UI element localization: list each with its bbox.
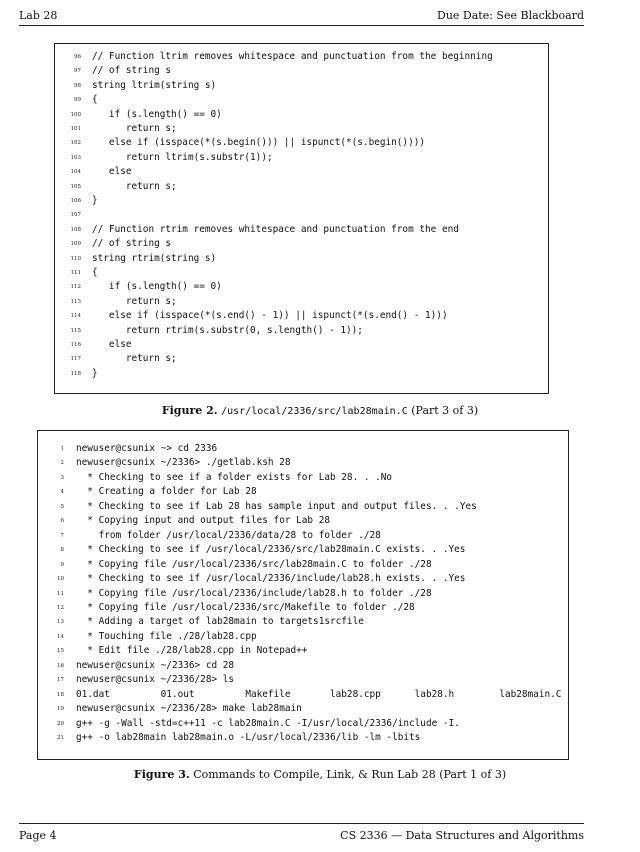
page-header: [19, 7, 584, 26]
line-number: 110: [70, 255, 81, 262]
line-number: 21: [57, 735, 64, 741]
line-number: 15: [57, 648, 64, 655]
code-line: [38, 644, 568, 658]
code-text: else if (isspace(*(s.begin())) || ispunct(*(s.begin()))): [92, 137, 426, 149]
line-number: 17: [57, 677, 64, 684]
code-line: [38, 702, 568, 716]
line-number: 108: [70, 226, 81, 233]
code-line: [38, 514, 568, 528]
code-line: [55, 108, 548, 122]
line-number: 115: [70, 327, 81, 334]
code-text: {: [92, 94, 98, 106]
code-text: return rtrim(s.substr(0, s.length() - 1));: [92, 324, 363, 336]
code-line: [38, 485, 568, 499]
line-number: 11: [57, 590, 64, 597]
code-line: [55, 64, 548, 78]
line-number: 112: [70, 284, 81, 291]
code-line: [55, 194, 548, 208]
code-line: [38, 630, 568, 644]
line-number: 19: [57, 706, 64, 713]
code-line: [55, 151, 548, 165]
code-text: * Copying file /usr/local/2336/src/Makefile to folder ./28: [76, 601, 415, 613]
code-text: {: [92, 267, 98, 278]
line-number: 102: [70, 140, 81, 147]
code-text: newuser@csunix ~/2336> ./getlab.ksh 28: [76, 457, 291, 469]
footer-course-title: CS 2336 — Data Structures and Algorithms: [340, 829, 584, 842]
code-text: * Adding a target of lab28main to targets1srcfile: [76, 616, 364, 628]
line-number: 1: [60, 446, 64, 452]
line-number: 96: [74, 54, 81, 60]
code-text: g++ -o lab28main lab28main.o -L/usr/local/2336/lib -lm -lbits: [76, 732, 421, 743]
code-line: [55, 180, 548, 194]
code-line: [38, 601, 568, 615]
code-text: // Function rtrim removes whitespace and punctuation from the end: [92, 223, 459, 235]
line-number: 111: [70, 270, 81, 276]
line-number: 98: [74, 82, 81, 89]
line-number: 113: [70, 298, 81, 305]
code-text: g++ -g -Wall -std=c++11 -c lab28main.C -I/usr/local/2336/include -I.: [76, 717, 460, 729]
line-number: 100: [70, 111, 81, 118]
code-line: [55, 324, 548, 338]
code-line: [38, 558, 568, 572]
line-number: 117: [70, 356, 81, 363]
code-line: [38, 529, 568, 543]
line-number: 5: [60, 503, 64, 510]
code-line: [55, 252, 548, 266]
code-text: 01.dat 01.out Makefile lab28.cpp lab28.h lab28main.C: [76, 688, 562, 700]
line-number: 104: [70, 169, 81, 176]
code-line: [38, 543, 568, 557]
code-line: [55, 136, 548, 150]
code-text: // of string s: [92, 65, 172, 77]
code-text: * Copying file /usr/local/2336/src/lab28main.C to folder ./28: [76, 558, 432, 570]
line-number: 18: [57, 691, 64, 698]
code-line: [38, 471, 568, 485]
code-line: [55, 309, 548, 323]
code-text: * Edit file ./28/lab28.cpp in Notepad++: [76, 645, 308, 657]
line-number: 101: [70, 126, 81, 132]
header-lab-title: Lab 28: [19, 9, 58, 22]
code-text: * Checking to see if /usr/local/2336/src/lab28main.C exists. . .Yes: [76, 544, 466, 556]
code-line: [38, 500, 568, 514]
code-text: return s;: [92, 353, 177, 365]
line-number: 16: [57, 662, 64, 669]
code-text: return s;: [92, 180, 177, 192]
code-text: if (s.length() == 0): [92, 108, 222, 120]
line-number: 20: [57, 720, 64, 727]
line-number: 12: [57, 604, 64, 611]
figure-2-caption: [0, 404, 640, 419]
figure-2-caption-suffix: (Part 3 of 3): [411, 404, 479, 417]
figure-2-code-listing: [54, 43, 549, 394]
code-text: * Checking to see if a folder exists for Lab 28. . .No: [76, 471, 393, 483]
code-line: [38, 456, 568, 470]
code-line: [55, 122, 548, 136]
code-text: // of string s: [92, 238, 172, 250]
line-number: 13: [57, 619, 64, 626]
code-line: [55, 50, 548, 64]
code-line: [55, 165, 548, 179]
line-number: 3: [60, 474, 64, 481]
code-text: string rtrim(string s): [92, 252, 217, 264]
code-line: [38, 688, 568, 702]
line-number: 106: [70, 198, 81, 204]
line-number: 6: [60, 518, 64, 525]
code-text: from folder /usr/local/2336/data/28 to folder ./28: [76, 529, 381, 541]
line-number: 118: [70, 370, 81, 377]
line-number: 107: [70, 212, 81, 219]
code-text: }: [92, 367, 98, 379]
line-number: 99: [74, 97, 81, 104]
code-text: return s;: [92, 295, 177, 307]
code-line: [55, 367, 548, 381]
line-number: 7: [60, 532, 64, 539]
code-line: [55, 237, 548, 251]
code-line: [38, 615, 568, 629]
figure-3-terminal-listing: [37, 430, 569, 760]
figure-3-caption-text: Commands to Compile, Link, & Run Lab 28 (Part 1 of 3): [193, 768, 507, 781]
code-line: [38, 587, 568, 601]
code-text: * Creating a folder for Lab 28: [76, 486, 257, 498]
code-text: // Function ltrim removes whitespace and punctuation from the beginning: [92, 51, 493, 62]
code-text: * Touching file ./28/lab28.cpp: [76, 630, 257, 642]
code-line: [55, 295, 548, 309]
code-line: [38, 442, 568, 456]
code-line: [55, 266, 548, 280]
code-text: if (s.length() == 0): [92, 281, 222, 293]
code-line: [55, 79, 548, 93]
figure-3-caption: [0, 768, 640, 782]
code-text: }: [92, 195, 98, 206]
line-number: 9: [60, 561, 64, 568]
code-text: return s;: [92, 123, 177, 134]
code-line: [38, 673, 568, 687]
code-text: newuser@csunix ~/2336> cd 28: [76, 659, 235, 671]
code-line: [38, 572, 568, 586]
code-line: [55, 93, 548, 107]
figure-3-caption-label: Figure 3.: [133, 768, 190, 781]
code-text: newuser@csunix ~> cd 2336: [76, 443, 218, 454]
code-line: [55, 280, 548, 294]
code-text: * Copying file /usr/local/2336/include/lab28.h to folder ./28: [76, 587, 432, 599]
code-line: [38, 717, 568, 731]
code-text: else: [92, 339, 132, 350]
figure-2-caption-label: Figure 2.: [161, 404, 218, 417]
code-text: * Checking to see if Lab 28 has sample input and output files. . .Yes: [76, 500, 477, 512]
code-line: [55, 352, 548, 366]
line-number: 8: [60, 547, 64, 554]
code-text: string ltrim(string s): [92, 79, 217, 91]
line-number: 14: [57, 633, 64, 640]
line-number: 109: [70, 241, 81, 248]
line-number: 2: [60, 460, 64, 467]
code-text: else: [92, 166, 132, 178]
code-text: * Copying input and output files for Lab 28: [76, 515, 330, 527]
line-number: 116: [70, 342, 81, 348]
code-text: return ltrim(s.substr(1));: [92, 151, 273, 163]
line-number: 114: [70, 313, 81, 320]
code-text: * Checking to see if /usr/local/2336/include/lab28.h exists. . .Yes: [76, 573, 466, 585]
code-line: [55, 223, 548, 237]
line-number: 4: [60, 489, 64, 496]
code-text: newuser@csunix ~/2336/28> ls: [76, 674, 235, 686]
footer-page-number: Page 4: [19, 829, 57, 842]
header-due-date: Due Date: See Blackboard: [437, 9, 584, 22]
line-number: 97: [74, 68, 81, 75]
line-number: 103: [70, 154, 81, 161]
code-line: [38, 659, 568, 673]
code-line: [55, 338, 548, 352]
code-line: [55, 208, 548, 222]
code-text: else if (isspace(*(s.end() - 1)) || ispunct(*(s.end() - 1))): [92, 310, 448, 322]
figure-2-caption-path: /usr/local/2336/src/lab28main.C: [221, 406, 408, 417]
code-line: [38, 731, 568, 745]
page-footer: [19, 823, 584, 842]
line-number: 10: [57, 576, 64, 583]
line-number: 105: [70, 183, 81, 190]
code-text: newuser@csunix ~/2336/28> make lab28main: [76, 703, 302, 715]
